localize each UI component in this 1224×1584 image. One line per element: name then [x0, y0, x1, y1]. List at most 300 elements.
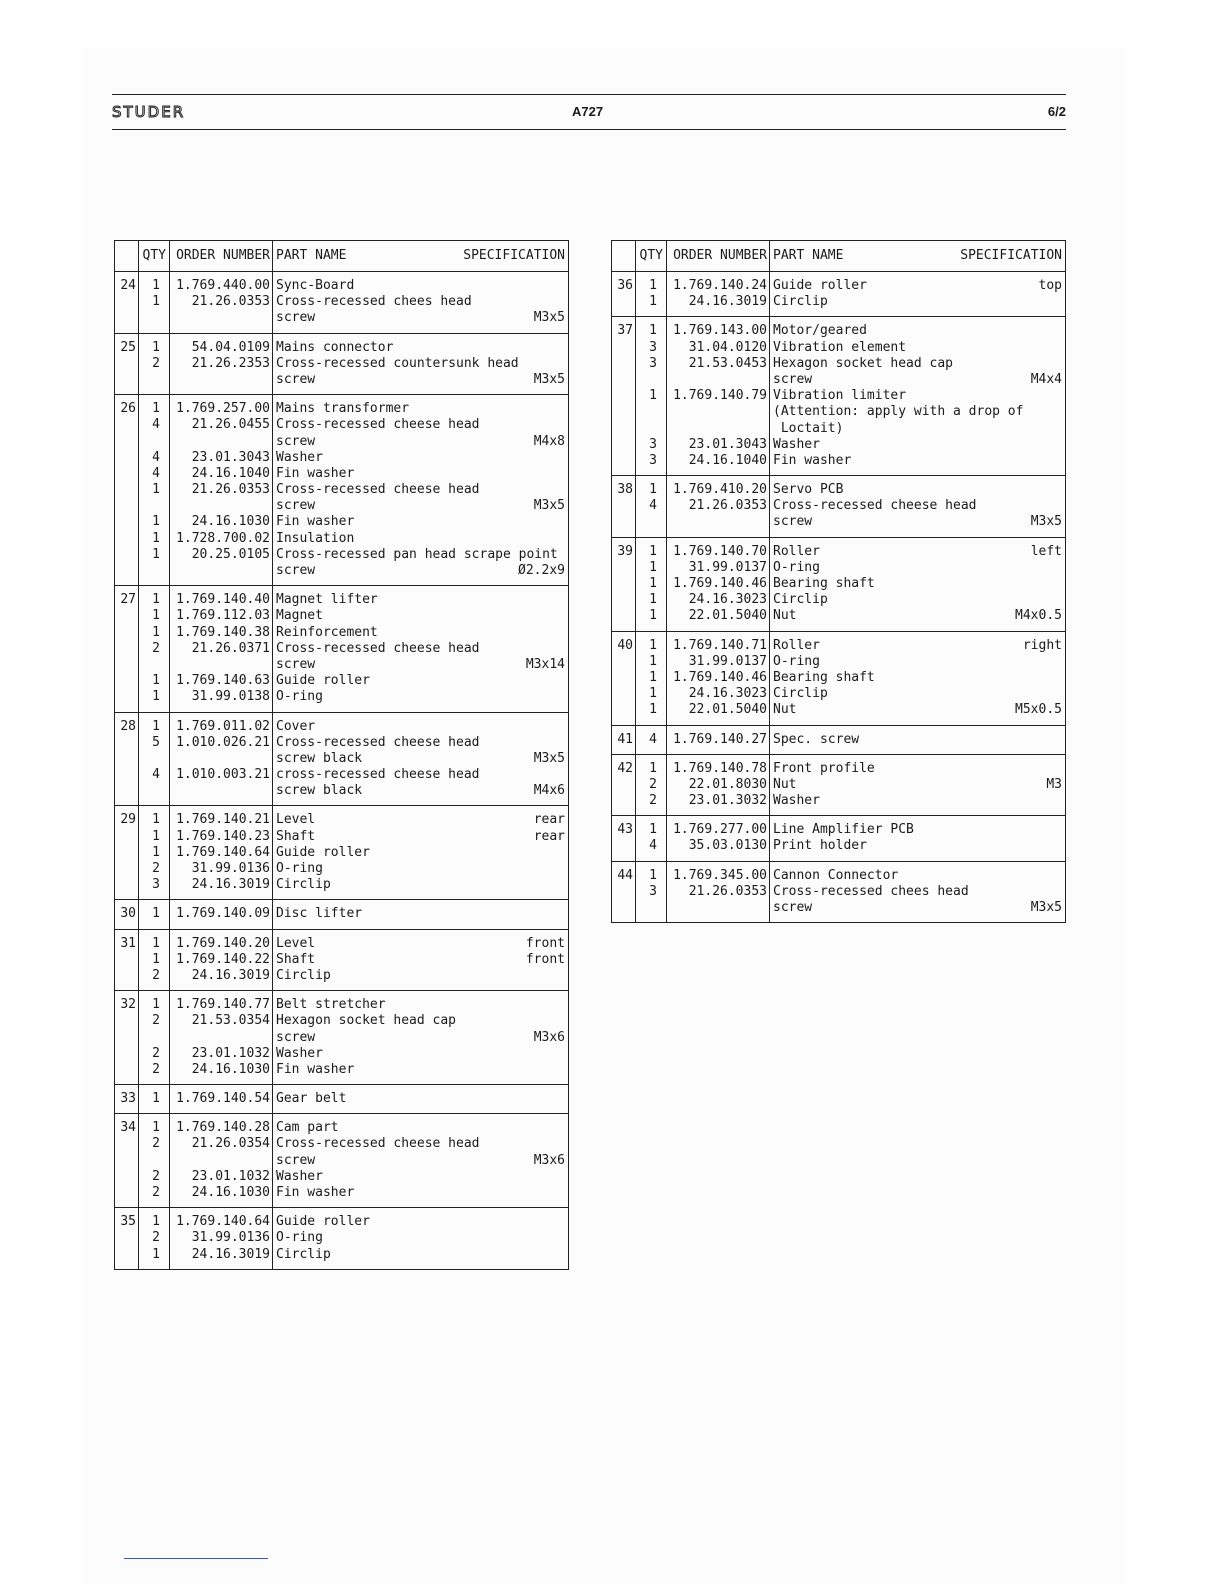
order-number: 31.99.0137: [688, 653, 767, 669]
order-number: 21.26.0354: [191, 1136, 270, 1152]
order-number: 1.728.700.02: [176, 530, 270, 546]
table-row: [276, 968, 568, 984]
position-number: [612, 816, 636, 860]
part-name: Nut: [773, 776, 797, 792]
part-name: Hexagon socket head cap: [276, 1013, 457, 1029]
order-number: 31.99.0136: [191, 1230, 270, 1246]
order-number: 24.16.3023: [688, 592, 767, 608]
part-name: Cross-recessed cheese head: [276, 734, 480, 750]
order-number: 23.01.3032: [688, 793, 767, 809]
order-number: 22.01.5040: [688, 702, 767, 718]
part-name: Bearing shaft: [773, 669, 875, 685]
qty-column: [636, 538, 667, 631]
specification: M3x5: [533, 750, 565, 766]
position-number: [612, 632, 636, 725]
table-row: [276, 997, 568, 1013]
table-row: [276, 767, 568, 783]
specification: [565, 278, 568, 294]
table-row: [276, 482, 568, 498]
table-row: [773, 793, 1065, 809]
position-number: [115, 395, 139, 585]
qty-value: 2: [649, 793, 657, 809]
specification: rear: [533, 812, 565, 828]
table-row: [276, 625, 568, 641]
qty-value: 1: [152, 673, 160, 689]
order-number: [170, 498, 270, 514]
part-name-column: [273, 812, 568, 893]
specification: [565, 861, 568, 877]
part-name: Nut: [773, 608, 797, 624]
part-name: Hexagon socket head cap: [773, 355, 954, 371]
order-number: 1.769.112.03: [176, 608, 270, 624]
order-number: 24.16.1040: [688, 452, 767, 468]
order-number: [667, 514, 767, 530]
page-number: 6/2: [1047, 104, 1066, 119]
qty-column: [139, 900, 170, 928]
qty-value: 2: [152, 1230, 160, 1246]
specification: [1062, 453, 1065, 469]
table-row: [276, 673, 568, 689]
part-group-row: [612, 544, 1065, 625]
specification: right: [1022, 637, 1062, 653]
order-number: 31.99.0136: [191, 861, 270, 876]
specification: [565, 1062, 568, 1078]
order-number: 24.16.3019: [191, 877, 270, 893]
order-number: 1.769.140.09: [176, 906, 270, 922]
table-row: [773, 294, 1065, 310]
order-number-header: ORDER NUMBER: [667, 241, 770, 271]
qty-column: [139, 991, 170, 1084]
position-number: [612, 476, 636, 537]
part-name: O-ring: [276, 1230, 323, 1246]
part-name: Magnet lifter: [276, 592, 378, 608]
position-value: 25: [120, 339, 136, 355]
table-header: [115, 241, 568, 272]
part-name-column: [273, 936, 568, 985]
qty-value: [139, 751, 160, 767]
part-group: [115, 1114, 568, 1208]
part-group: [612, 862, 1065, 923]
qty-value: 1: [649, 294, 657, 310]
order-number-column: [170, 1114, 273, 1207]
part-name-column: [770, 732, 1065, 748]
part-name: Fin washer: [276, 1061, 355, 1077]
qty-column: [139, 1085, 170, 1113]
part-group: [612, 538, 1065, 632]
order-number: [170, 372, 270, 388]
table-header: [612, 241, 1065, 272]
table-row: [276, 641, 568, 657]
qty-value: 1: [152, 546, 160, 562]
part-group: [612, 272, 1065, 317]
order-number-column: [667, 272, 770, 316]
part-name-header: [770, 241, 1065, 271]
part-name: Motor/geared: [773, 323, 867, 339]
specification: [565, 417, 568, 433]
part-name-column: [273, 719, 568, 800]
order-number-column: [667, 538, 770, 631]
part-name: screw: [276, 563, 316, 578]
table-row: [276, 735, 568, 751]
qty-value: [636, 514, 657, 530]
part-group: [612, 632, 1065, 726]
specification: [565, 906, 568, 922]
part-group-row: [612, 732, 1065, 748]
qty-value: 2: [152, 640, 160, 656]
table-row: [276, 1062, 568, 1078]
specification: front: [525, 935, 565, 951]
part-group: [612, 816, 1065, 861]
table-row: [773, 560, 1065, 576]
qty-value: 1: [649, 543, 657, 559]
table-row: [773, 404, 1065, 420]
position-number: [612, 755, 636, 816]
part-group-row: [115, 1214, 568, 1263]
footer-rule: [124, 1558, 268, 1559]
table-row: [276, 1030, 568, 1046]
qty-column: [636, 862, 667, 923]
part-name: Fin washer: [276, 1185, 355, 1200]
specification: M3x6: [533, 1152, 565, 1168]
specification: M3x5: [1030, 900, 1062, 915]
part-name: Circlip: [276, 1246, 331, 1262]
position-value: 40: [617, 637, 633, 653]
qty-value: 1: [152, 514, 160, 530]
part-name-column: [273, 340, 568, 389]
qty-value: 1: [152, 812, 160, 828]
specification: [1062, 732, 1065, 748]
order-number: [667, 404, 767, 420]
qty-value: 1: [649, 278, 657, 293]
qty-value: 1: [152, 401, 160, 417]
position-number: [115, 1114, 139, 1207]
order-number: 1.769.140.22: [176, 951, 270, 967]
qty-value: [139, 783, 160, 799]
table-row: [276, 340, 568, 356]
table-row: [773, 323, 1065, 339]
part-name: cross-recessed cheese head: [276, 767, 480, 783]
position-number: [115, 586, 139, 711]
order-number-column: [170, 930, 273, 991]
qty-value: 1: [152, 935, 160, 951]
order-number-column: [170, 395, 273, 585]
specification: [1062, 576, 1065, 592]
part-name: screw: [276, 656, 316, 672]
specification: M3x5: [1030, 514, 1062, 530]
position-value: 28: [120, 718, 136, 734]
qty-value: [636, 404, 657, 420]
part-name: Insulation: [276, 530, 355, 546]
specification: [1062, 822, 1065, 838]
specification: [565, 877, 568, 893]
part-group-row: [115, 906, 568, 922]
part-name-label: PART NAME: [276, 247, 347, 263]
table-row: [276, 845, 568, 861]
table-row: [773, 868, 1065, 884]
order-number: 21.53.0453: [688, 355, 767, 371]
specification: M4x4: [1030, 371, 1062, 387]
order-number: 54.04.0109: [191, 339, 270, 355]
part-name-column: [273, 997, 568, 1078]
part-group: [115, 806, 568, 900]
qty-value: 1: [152, 278, 160, 293]
qty-value: 3: [649, 452, 657, 468]
table-row: [773, 278, 1065, 294]
qty-column: [636, 476, 667, 537]
specification: [565, 1136, 568, 1152]
specification: M3x5: [533, 310, 565, 326]
part-name: Magnet: [276, 608, 323, 624]
order-number-column: [170, 900, 273, 928]
qty-value: [636, 372, 657, 388]
specification: [1062, 686, 1065, 702]
specification: [565, 735, 568, 751]
part-group-row: [115, 1120, 568, 1201]
qty-value: 1: [649, 760, 657, 776]
part-group: [612, 755, 1065, 817]
part-name-column: [770, 638, 1065, 719]
part-name-column: [770, 761, 1065, 810]
position-value: 30: [120, 906, 136, 922]
table-row: [276, 294, 568, 310]
part-name: Disc lifter: [276, 906, 363, 922]
order-number: 23.01.1032: [191, 1045, 270, 1061]
specification: front: [525, 951, 565, 967]
qty-value: 4: [152, 465, 160, 481]
part-group-row: [115, 1091, 568, 1107]
qty-value: 1: [152, 530, 160, 546]
part-name: screw: [276, 371, 316, 387]
qty-value: 2: [152, 355, 160, 371]
part-group-row: [115, 719, 568, 800]
qty-value: 1: [152, 624, 160, 640]
part-name: Line Amplifier PCB: [773, 822, 914, 838]
qty-value: 3: [649, 339, 657, 355]
qty-column: [636, 816, 667, 860]
order-number: [170, 310, 270, 326]
order-number: 1.769.140.64: [176, 844, 270, 860]
specification: [565, 608, 568, 624]
qty-value: 2: [152, 1013, 160, 1029]
specification: [565, 689, 568, 705]
table-row: [773, 686, 1065, 702]
position-value: 34: [120, 1120, 136, 1136]
order-number: 21.26.0353: [191, 294, 270, 310]
table-row: [773, 356, 1065, 372]
order-number-column: [170, 586, 273, 711]
qty-value: 1: [152, 828, 160, 844]
table-row: [773, 388, 1065, 404]
part-group-row: [115, 340, 568, 389]
specification: [565, 482, 568, 498]
qty-value: 3: [649, 883, 657, 899]
qty-value: 1: [152, 906, 160, 922]
part-name: screw: [773, 514, 813, 530]
part-name: Guide roller: [276, 844, 370, 860]
qty-value: 5: [152, 734, 160, 750]
order-number: 22.01.5040: [688, 608, 767, 624]
position-number: [115, 334, 139, 395]
part-group-row: [612, 482, 1065, 531]
part-name: Gear belt: [276, 1091, 347, 1107]
model-title: A727: [572, 104, 604, 119]
order-number: 22.01.8030: [688, 776, 767, 792]
order-number: 1.769.140.64: [176, 1214, 270, 1230]
part-name: Print holder: [773, 838, 867, 854]
specification: [1062, 404, 1065, 420]
table-row: [276, 278, 568, 294]
qty-value: 4: [152, 449, 160, 465]
qty-value: 2: [152, 1061, 160, 1077]
specification: left: [1030, 543, 1062, 559]
order-number-column: [170, 1085, 273, 1113]
order-number: 1.010.003.21: [176, 767, 270, 783]
table-row: [276, 531, 568, 547]
specification: [565, 1091, 568, 1107]
part-group-row: [115, 592, 568, 705]
qty-value: [139, 1153, 160, 1169]
position-value: 35: [120, 1214, 136, 1230]
order-number-column: [170, 991, 273, 1084]
part-name: Fin washer: [773, 452, 852, 468]
order-number: 24.16.1030: [191, 514, 270, 530]
specification: [1062, 356, 1065, 372]
part-name: Mains transformer: [276, 401, 410, 417]
position-value: 36: [617, 278, 633, 293]
position-value: 29: [120, 812, 136, 828]
table-row: [773, 340, 1065, 356]
qty-value: 1: [649, 669, 657, 685]
qty-column: [636, 317, 667, 475]
specification: [1062, 868, 1065, 884]
qty-column: [636, 726, 667, 754]
part-group-row: [612, 638, 1065, 719]
part-name: Cam part: [276, 1120, 339, 1136]
specification: M3x5: [533, 498, 565, 514]
parts-table-right: [611, 240, 1066, 923]
order-number: 31.99.0137: [688, 559, 767, 575]
order-number: 24.16.1030: [191, 1061, 270, 1077]
part-name: Shaft: [276, 951, 316, 967]
part-group: [115, 930, 568, 992]
qty-value: 1: [649, 559, 657, 575]
table-row: [276, 1153, 568, 1169]
part-name: Washer: [276, 449, 323, 465]
part-name: Nut: [773, 702, 797, 718]
position-number: [115, 806, 139, 899]
part-name-column: [770, 278, 1065, 310]
specification: [565, 1046, 568, 1062]
order-number-column: [667, 816, 770, 860]
position-number: [612, 317, 636, 475]
position-number: [612, 272, 636, 316]
qty-column: [139, 395, 170, 585]
part-name: Guide roller: [773, 278, 867, 293]
specification: [565, 401, 568, 417]
part-name-column: [273, 1091, 568, 1107]
table-row: [276, 1046, 568, 1062]
position-number: [115, 991, 139, 1084]
table-row: [773, 702, 1065, 718]
part-name: screw: [276, 433, 316, 449]
qty-value: 1: [649, 608, 657, 624]
part-name: Washer: [773, 436, 820, 452]
position-number: [115, 930, 139, 991]
specification: M4x8: [533, 433, 565, 449]
specification: [565, 466, 568, 482]
part-group: [115, 395, 568, 586]
part-name: Cross-recessed cheese head: [276, 482, 480, 498]
qty-value: 4: [649, 498, 657, 514]
order-number: 1.769.140.77: [176, 997, 270, 1013]
qty-value: 2: [152, 1168, 160, 1184]
table-row: [276, 861, 568, 877]
part-name: Servo PCB: [773, 482, 844, 498]
qty-value: 1: [152, 1246, 160, 1262]
table-row: [276, 719, 568, 735]
order-number: 1.769.140.40: [176, 592, 270, 608]
part-name: Mains connector: [276, 339, 394, 355]
part-name-column: [273, 592, 568, 705]
position-value: 27: [120, 592, 136, 608]
table-row: [276, 417, 568, 433]
order-number: [170, 783, 270, 799]
specification: rear: [533, 828, 565, 844]
part-name: Cross-recessed cheese head: [276, 640, 480, 656]
part-name: screw black: [276, 750, 363, 766]
part-name-column: [770, 544, 1065, 625]
qty-column: [139, 806, 170, 899]
table-row: [773, 838, 1065, 854]
qty-value: 1: [152, 997, 160, 1013]
part-group-row: [612, 822, 1065, 854]
part-name: Shaft: [276, 828, 316, 844]
specification: [1062, 482, 1065, 498]
part-name: Cross-recessed chees head: [773, 883, 969, 899]
order-number: 1.769.440.00: [176, 278, 270, 293]
specification: [565, 514, 568, 530]
table-row: [773, 732, 1065, 748]
part-name: (Attention: apply with a drop of: [773, 404, 1024, 420]
part-name: Washer: [276, 1045, 323, 1061]
table-row: [773, 608, 1065, 624]
part-name: screw: [773, 900, 813, 915]
specification: [565, 592, 568, 608]
order-number: 1.769.140.79: [673, 388, 767, 404]
qty-column: [139, 1208, 170, 1269]
qty-value: [139, 310, 160, 326]
order-number-column: [170, 806, 273, 899]
part-name: Cross-recessed chees head: [276, 294, 472, 310]
order-number: [170, 1030, 270, 1046]
table-row: [773, 482, 1065, 498]
qty-value: 3: [649, 355, 657, 371]
specification: [565, 450, 568, 466]
part-name-column: [273, 1214, 568, 1263]
specification: [565, 547, 568, 563]
order-number: 1.769.140.24: [673, 278, 767, 293]
part-name: Washer: [276, 1168, 323, 1184]
qty-column: [636, 755, 667, 816]
qty-value: 2: [152, 1185, 160, 1200]
order-number: 1.769.011.02: [176, 718, 270, 734]
header-top-rule: [112, 94, 1066, 95]
position-value: 42: [617, 760, 633, 776]
position-number: [115, 713, 139, 806]
qty-value: [636, 900, 657, 916]
table-row: [773, 654, 1065, 670]
specification: [1062, 421, 1065, 437]
